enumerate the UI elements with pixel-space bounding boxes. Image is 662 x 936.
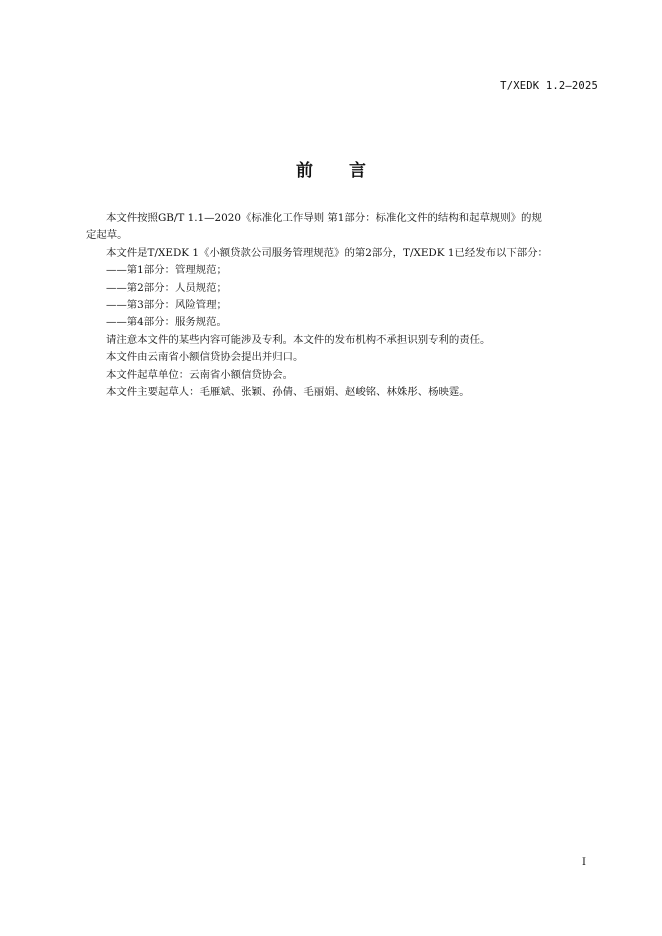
document-code: T/XEDK 1.2—2025 bbox=[500, 80, 598, 92]
page-title bbox=[0, 156, 662, 181]
list-item-part-1: ——第1部分：管理规范； bbox=[106, 264, 227, 277]
list-item-part-2: ——第2部分：人员规范； bbox=[106, 281, 227, 294]
page-number: I bbox=[582, 857, 586, 868]
list-item-part-3: ——第3部分：风险管理； bbox=[106, 299, 227, 312]
paragraph-series-info: 本文件是T/XEDK 1《小额贷款公司服务管理规范》的第2部分，T/XEDK 1已经发布以下部分： bbox=[106, 246, 548, 259]
title-char-2: 言 bbox=[349, 161, 366, 181]
paragraph-drafters: 本文件主要起草人：毛雁斌、张颖、孙倩、毛丽娟、赵峻铭、林姝彤、杨映霆。 bbox=[106, 386, 470, 399]
paragraph-drafting-rules-line1: 本文件按照GB/T 1.1—2020《标准化工作导则 第1部分：标准化文件的结构和起草规则》的规 bbox=[106, 212, 542, 224]
paragraph-proposer: 本文件由云南省小额信贷协会提出并归口。 bbox=[106, 351, 304, 364]
foreword-body bbox=[86, 210, 598, 401]
paragraph-patent-notice: 请注意本文件的某些内容可能涉及专利。本文件的发布机构不承担识别专利的责任。 bbox=[106, 333, 491, 346]
title-char-1: 前 bbox=[296, 161, 313, 181]
paragraph-drafting-rules-line2: 定起草。 bbox=[86, 229, 128, 242]
paragraph-drafting-organization: 本文件起草单位：云南省小额信贷协会。 bbox=[106, 368, 294, 381]
list-item-part-4: ——第4部分：服务规范。 bbox=[106, 316, 227, 329]
